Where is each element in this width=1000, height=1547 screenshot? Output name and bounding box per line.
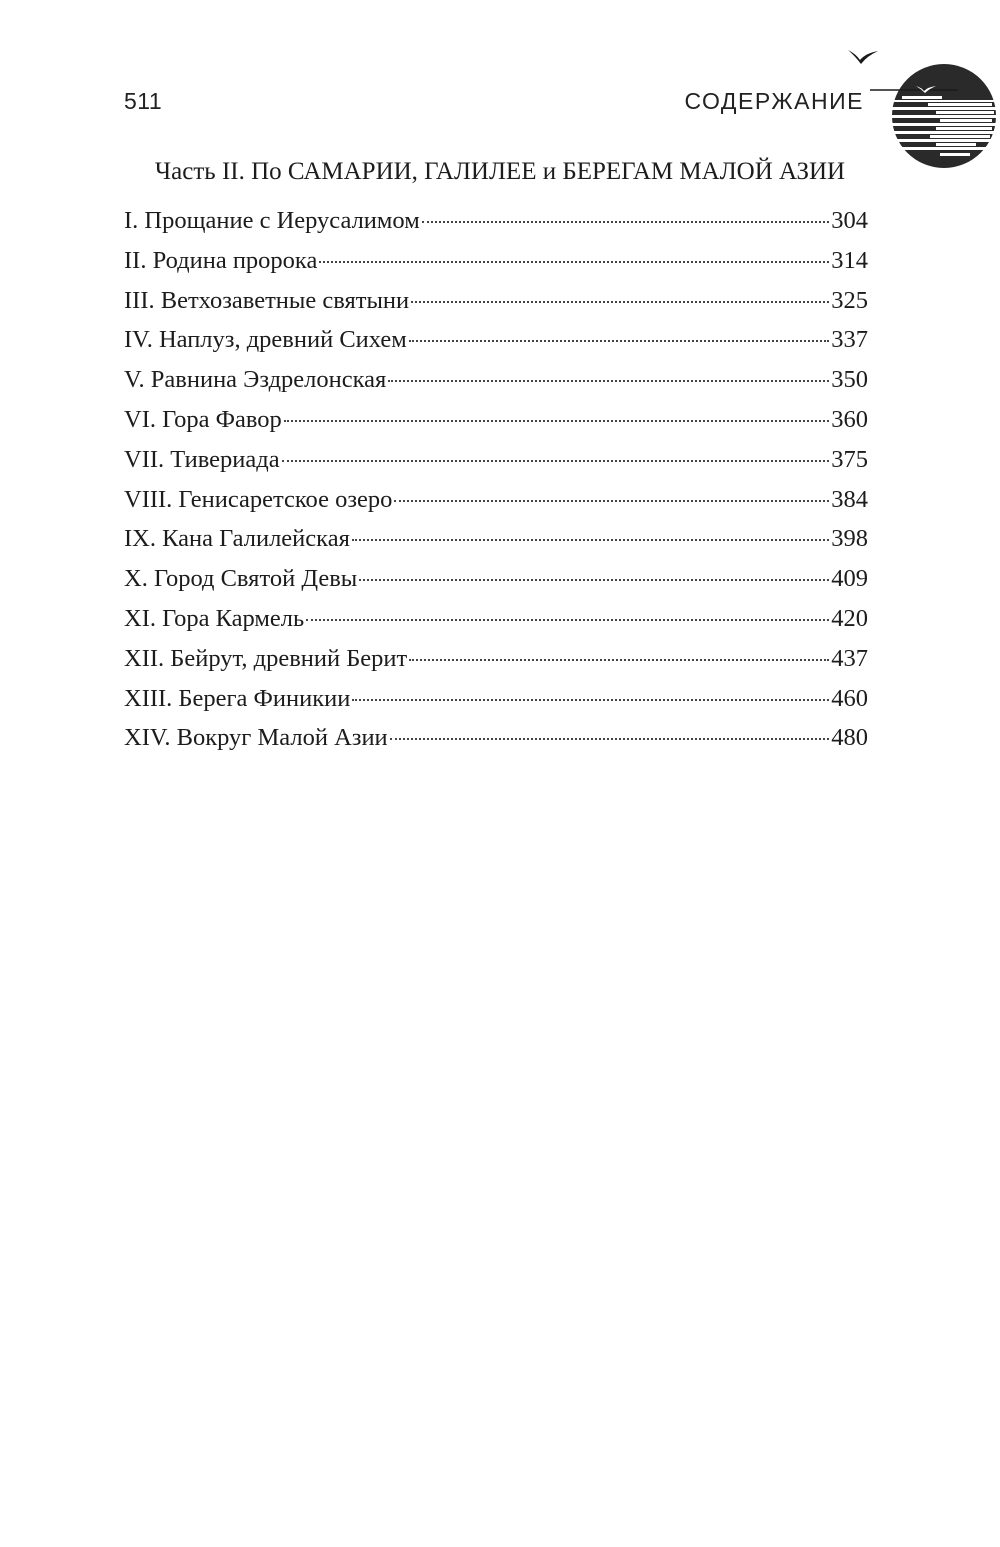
toc-entry[interactable] [124, 406, 868, 446]
toc-entry-title: XIII. Берега Финикии [124, 684, 351, 712]
toc-entry-title: III. Ветхозаветные святыни [124, 286, 410, 314]
toc-entry-title: VIII. Генисаретское озеро [124, 485, 393, 513]
toc-entry-page: 420 [831, 604, 868, 632]
toc-entry-title: I. Прощание с Иерусалимом [124, 207, 420, 234]
part-title: Часть II. По САМАРИИ, ГАЛИЛЕЕ и БЕРЕГАМ МАЛОЙ АЗИИ [154, 158, 846, 185]
toc-entry-title: IX. Кана Галилейская [124, 525, 350, 553]
toc-entry-page: 350 [831, 366, 868, 394]
toc-entry-page: 437 [831, 644, 868, 672]
toc-entry-page: 337 [831, 326, 868, 354]
dot-leader [411, 301, 829, 303]
toc-entry-page: 384 [831, 485, 868, 513]
toc-entry-page: 314 [831, 246, 868, 274]
toc-entry[interactable] [124, 287, 868, 327]
toc-entry[interactable] [124, 446, 868, 486]
toc-entry[interactable] [124, 486, 868, 526]
toc-entry-title: IV. Наплуз, древний Сихем [124, 326, 407, 354]
toc-entry[interactable] [124, 565, 868, 605]
dot-leader [352, 699, 829, 701]
toc-entry-title: XII. Бейрут, древний Берит [124, 644, 408, 672]
toc-entry-title: X. Город Святой Девы [124, 565, 358, 593]
dot-leader [409, 659, 829, 661]
toc-entry-title: V. Равнина Эздрелонская [124, 366, 387, 394]
toc-entry[interactable] [124, 685, 868, 725]
dot-leader [388, 380, 829, 382]
toc-entry[interactable] [124, 366, 868, 406]
toc-entry-title: XI. Гора Кармель [124, 604, 305, 632]
toc-entry-title: VI. Гора Фавор [124, 405, 282, 433]
toc-entry-page: 304 [831, 207, 868, 234]
dot-leader [319, 261, 829, 263]
toc-entry-title: II. Родина пророка [124, 246, 318, 274]
dot-leader [352, 539, 829, 541]
toc-entry-page: 398 [831, 525, 868, 553]
table-of-contents [124, 207, 868, 764]
dot-leader [306, 619, 829, 621]
toc-entry[interactable] [124, 207, 868, 247]
toc-entry[interactable] [124, 326, 868, 366]
dot-leader [394, 500, 829, 502]
running-head: СОДЕРЖАНИЕ [684, 88, 868, 115]
page-number: 511 [124, 88, 163, 114]
toc-entry-page: 409 [831, 565, 868, 593]
toc-entry[interactable] [124, 525, 868, 565]
toc-entry-title: XIV. Вокруг Малой Азии [124, 724, 388, 752]
dot-leader [359, 579, 829, 581]
toc-entry[interactable] [124, 605, 868, 645]
toc-entry[interactable] [124, 645, 868, 685]
toc-entry-page: 460 [831, 684, 868, 712]
toc-entry-title: VII. Тивериада [124, 445, 280, 473]
dot-leader [284, 420, 830, 422]
dot-leader [282, 460, 830, 462]
toc-entry[interactable] [124, 247, 868, 287]
toc-entry-page: 375 [831, 445, 868, 473]
dot-leader [422, 221, 830, 223]
toc-entry-page: 325 [831, 286, 868, 314]
dot-leader [409, 340, 829, 342]
toc-entry-page: 480 [831, 724, 868, 752]
toc-entry[interactable] [124, 724, 868, 764]
toc-entry-page: 360 [831, 405, 868, 433]
dot-leader [390, 738, 830, 740]
